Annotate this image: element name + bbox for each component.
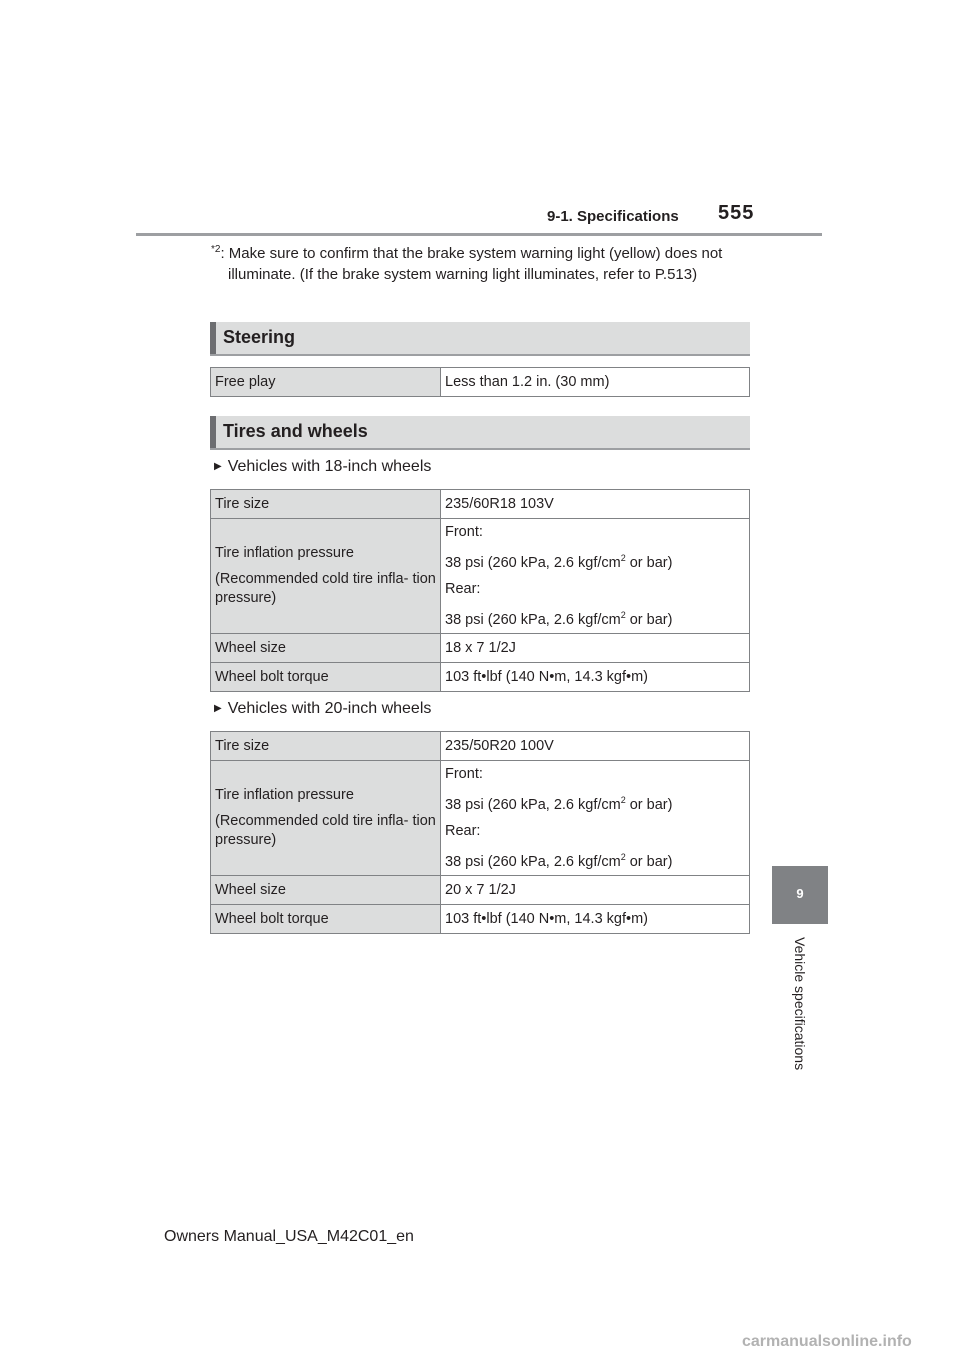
front-unit: or bar): [625, 554, 673, 571]
chapter-tab[interactable]: [772, 866, 828, 924]
tire-size-value: 235/60R18 103V: [441, 490, 750, 519]
section-title: 9-1. Specifications: [547, 208, 679, 225]
table-row: [211, 634, 750, 663]
rear-superscript: 2: [620, 851, 626, 862]
tires-18-table: [210, 489, 750, 692]
rear-value: 38 psi (260 kPa, 2.6 kgf/cm: [445, 611, 621, 628]
steering-heading-text: Steering: [223, 327, 296, 347]
inflation-key: [211, 519, 441, 634]
rear-pressure: [445, 606, 745, 630]
rear-superscript: 2: [620, 609, 626, 620]
inflation-key-sub: (Recommended cold tire infla- tion pressure): [215, 571, 436, 606]
torque-value: 103 ft•lbf (140 N•m, 14.3 kgf•m): [441, 663, 750, 692]
steering-heading: [210, 322, 750, 356]
rear-pressure: [445, 848, 745, 872]
triangle-bullet-icon: ▶: [214, 703, 222, 714]
tire-size-key: Tire size: [211, 732, 441, 761]
chapter-label: Vehicle specifications: [792, 937, 808, 1071]
inflation-key: [211, 761, 441, 876]
free-play-value: Less than 1.2 in. (30 mm): [441, 368, 750, 397]
table-row: [211, 519, 750, 634]
footer-text: Owners Manual_USA_M42C01_en: [164, 1228, 414, 1245]
front-unit: or bar): [625, 796, 673, 813]
inflation-key-text: Tire inflation pressure: [215, 787, 354, 803]
rear-unit: or bar): [625, 853, 673, 870]
free-play-key: Free play: [211, 368, 441, 397]
table-row: [211, 905, 750, 934]
torque-key: Wheel bolt torque: [211, 905, 441, 934]
subheading-18-inch: [214, 458, 431, 476]
tire-size-key: Tire size: [211, 490, 441, 519]
table-row: [211, 876, 750, 905]
front-label: Front:: [445, 523, 483, 540]
footnote-marker: *2: [211, 244, 221, 255]
wheel-size-value: 20 x 7 1/2J: [441, 876, 750, 905]
torque-key: Wheel bolt torque: [211, 663, 441, 692]
subheading-text: Vehicles with 18-inch wheels: [227, 458, 432, 475]
front-superscript: 2: [620, 552, 626, 563]
subheading-20-inch: [214, 700, 431, 718]
wheel-size-value: 18 x 7 1/2J: [441, 634, 750, 663]
inflation-value: [441, 519, 750, 634]
footnote-text: : Make sure to confirm that the brake system warning light (yellow) does not illuminate. (If the brake system warning light illuminates, refer to P.513): [220, 245, 723, 283]
tires-heading: [210, 416, 750, 450]
table-row: [211, 732, 750, 761]
wheel-size-key: Wheel size: [211, 876, 441, 905]
inflation-value: [441, 761, 750, 876]
torque-value: 103 ft•lbf (140 N•m, 14.3 kgf•m): [441, 905, 750, 934]
page-number: 555: [718, 202, 755, 224]
tires-20-table: [210, 731, 750, 934]
inflation-key-sub: (Recommended cold tire infla- tion pressure): [215, 813, 436, 848]
front-superscript: 2: [620, 794, 626, 805]
watermark: carmanualsonline.info: [742, 1333, 912, 1350]
inflation-key-text: Tire inflation pressure: [215, 545, 354, 561]
table-row: [211, 368, 750, 397]
front-value: 38 psi (260 kPa, 2.6 kgf/cm: [445, 796, 621, 813]
rear-value: 38 psi (260 kPa, 2.6 kgf/cm: [445, 853, 621, 870]
rear-label: Rear:: [445, 822, 481, 839]
front-pressure: [445, 791, 745, 815]
front-value: 38 psi (260 kPa, 2.6 kgf/cm: [445, 554, 621, 571]
table-row: [211, 761, 750, 876]
rear-label: Rear:: [445, 580, 481, 597]
front-label: Front:: [445, 765, 483, 782]
table-row: [211, 490, 750, 519]
table-row: [211, 663, 750, 692]
subheading-text: Vehicles with 20-inch wheels: [227, 700, 432, 717]
footnote-body: [211, 243, 751, 285]
triangle-bullet-icon: ▶: [214, 461, 222, 472]
tire-size-value: 235/50R20 100V: [441, 732, 750, 761]
footnote: [211, 243, 751, 285]
front-pressure: [445, 549, 745, 573]
steering-table: [210, 367, 750, 397]
header-divider: [136, 233, 822, 236]
wheel-size-key: Wheel size: [211, 634, 441, 663]
rear-unit: or bar): [625, 611, 673, 628]
chapter-number: 9: [796, 886, 804, 901]
tires-heading-text: Tires and wheels: [223, 421, 368, 441]
